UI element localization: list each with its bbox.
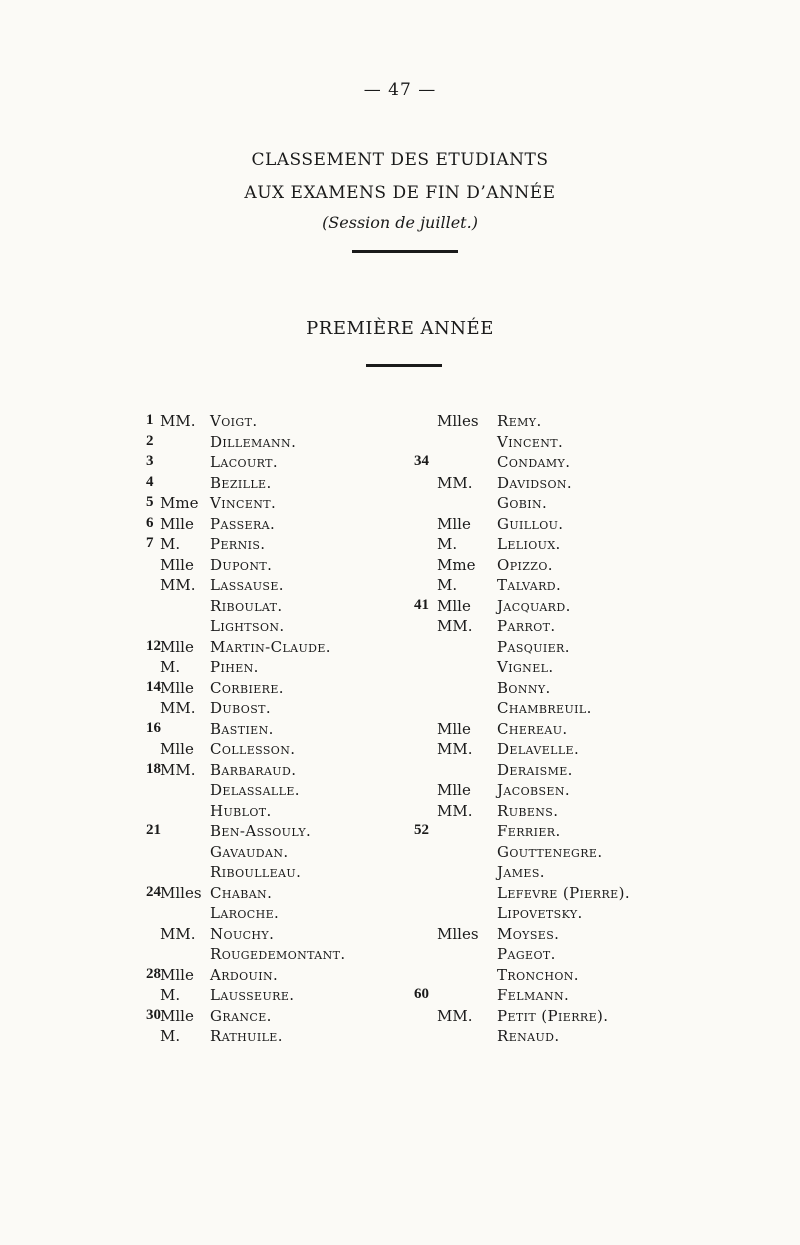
- rank-number: 41: [414, 596, 429, 613]
- ranking-row: [0, 658, 800, 679]
- student-name: Barbaraud.: [210, 760, 297, 779]
- student-name: Gavaudan.: [210, 842, 289, 861]
- ranking-row: [0, 740, 800, 761]
- student-name: Collesson.: [210, 740, 296, 758]
- civil-title: MM.: [437, 801, 473, 820]
- student-name: Delassalle.: [210, 781, 300, 799]
- student-name: Vignel.: [497, 658, 554, 676]
- student-name: Lausseure.: [210, 986, 295, 1004]
- civil-title: Mlles: [160, 883, 202, 902]
- student-name: Deraisme.: [497, 760, 573, 779]
- civil-title: MM.: [437, 740, 473, 758]
- student-name: Remy.: [497, 412, 542, 430]
- student-name: Condamy.: [497, 453, 571, 471]
- ranking-row: [0, 494, 800, 515]
- rank-number: 7: [146, 535, 154, 551]
- rank-number: 30: [146, 1006, 161, 1023]
- student-name: Jacobsen.: [497, 781, 571, 799]
- student-name: Davidson.: [497, 473, 573, 492]
- civil-title: Mme: [437, 555, 476, 574]
- ranking-row: [0, 453, 800, 474]
- student-name: Ben-Assouly.: [210, 822, 312, 840]
- rank-number: 28: [146, 965, 161, 982]
- ranking-row: [0, 433, 800, 454]
- student-name: Chambreuil.: [497, 699, 592, 717]
- student-name: Nouchy.: [210, 924, 275, 943]
- rank-number: 24: [146, 883, 161, 900]
- student-name: Guillou.: [497, 514, 564, 533]
- student-name: Lipovetsky.: [497, 904, 583, 922]
- student-name: Jacquard.: [497, 596, 571, 615]
- rank-number: 5: [146, 494, 154, 510]
- student-name: Riboulleau.: [210, 863, 302, 881]
- student-name: Riboulat.: [210, 596, 283, 615]
- session-subtitle: (Session de juillet.): [322, 213, 478, 232]
- ranking-row: [0, 904, 800, 925]
- student-name: Pernis.: [210, 535, 266, 553]
- civil-title: M.: [160, 1027, 181, 1045]
- student-name: Rougedemontant.: [210, 945, 346, 963]
- student-name: Rubens.: [497, 801, 559, 820]
- civil-title: Mlle: [160, 965, 194, 984]
- civil-title: M.: [160, 986, 181, 1004]
- student-name: Voigt.: [210, 412, 258, 430]
- ranking-row: [0, 535, 800, 556]
- civil-title: Mlle: [160, 740, 194, 758]
- ranking-row: [0, 781, 800, 802]
- ranking-row: [0, 884, 800, 905]
- civil-title: M.: [160, 658, 181, 676]
- student-name: Gouttenegre.: [497, 842, 603, 861]
- heading-line-2: AUX EXAMENS DE FIN D’ANNÉE: [244, 183, 556, 203]
- student-name: Pihen.: [210, 658, 259, 676]
- student-name: Lassause.: [210, 576, 284, 594]
- civil-title: MM.: [437, 473, 473, 492]
- page-number: — 47 —: [363, 80, 437, 100]
- rank-number: 12: [146, 637, 161, 654]
- rank-number: 2: [146, 432, 154, 449]
- student-name: Martin-Claude.: [210, 637, 331, 656]
- student-name: Chaban.: [210, 883, 273, 902]
- student-name: Renaud.: [497, 1027, 560, 1045]
- section-title: PREMIÈRE ANNÉE: [306, 318, 494, 339]
- divider-rule: [366, 364, 442, 367]
- civil-title: Mlle: [160, 637, 194, 656]
- ranking-row: [0, 863, 800, 884]
- student-name: Bonny.: [497, 678, 551, 697]
- rank-number: 1: [146, 412, 154, 428]
- student-name: Vincent.: [210, 494, 277, 512]
- student-name: Gobin.: [497, 494, 548, 512]
- civil-title: Mlle: [437, 719, 471, 738]
- civil-title: MM.: [160, 924, 196, 943]
- civil-title: Mlle: [437, 596, 471, 615]
- civil-title: Mlles: [437, 412, 479, 430]
- civil-title: MM.: [160, 699, 196, 717]
- student-name: Dillemann.: [210, 432, 297, 451]
- civil-title: Mlle: [160, 678, 194, 697]
- ranking-row: [0, 966, 800, 987]
- ranking-row: [0, 412, 800, 433]
- student-name: Tronchon.: [497, 965, 579, 984]
- ranking-row: [0, 822, 800, 843]
- ranking-row: [0, 925, 800, 946]
- student-name: Felmann.: [497, 986, 570, 1004]
- civil-title: M.: [160, 535, 181, 553]
- ranking-row: [0, 617, 800, 638]
- divider-rule: [352, 250, 458, 253]
- civil-title: MM.: [437, 1006, 473, 1025]
- civil-title: Mlle: [437, 781, 471, 799]
- civil-title: Mlle: [437, 514, 471, 533]
- ranking-row: [0, 638, 800, 659]
- student-name: Dubost.: [210, 699, 272, 717]
- civil-title: Mlle: [160, 514, 194, 533]
- student-name: Dupont.: [210, 555, 273, 574]
- student-name: Moyses.: [497, 924, 560, 943]
- rank-number: 52: [414, 822, 429, 838]
- student-name: Grance.: [210, 1006, 272, 1025]
- civil-title: M.: [437, 576, 458, 594]
- student-name: Lefevre (Pierre).: [497, 883, 631, 902]
- civil-title: M.: [437, 535, 458, 553]
- civil-title: MM.: [437, 617, 473, 635]
- student-name: Pageot.: [497, 945, 556, 963]
- student-name: Parrot.: [497, 617, 556, 635]
- civil-title: MM.: [160, 576, 196, 594]
- student-name: Laroche.: [210, 904, 280, 922]
- student-name: Lightson.: [210, 617, 285, 635]
- rank-number: 16: [146, 719, 161, 736]
- student-name: Ferrier.: [497, 822, 561, 840]
- student-name: Lacourt.: [210, 453, 279, 471]
- civil-title: Mlle: [160, 555, 194, 574]
- ranking-row: [0, 597, 800, 618]
- student-name: Bezille.: [210, 473, 272, 492]
- student-name: James.: [497, 863, 545, 881]
- rank-number: 14: [146, 678, 161, 695]
- student-name: Corbiere.: [210, 678, 284, 697]
- rank-number: 18: [146, 760, 161, 777]
- rank-number: 4: [146, 473, 154, 490]
- ranking-row: [0, 576, 800, 597]
- civil-title: Mlle: [160, 1006, 194, 1025]
- ranking-row: [0, 802, 800, 823]
- civil-title: Mme: [160, 494, 199, 512]
- rank-number: 60: [414, 986, 429, 1002]
- rank-number: 6: [146, 514, 154, 531]
- ranking-row: [0, 843, 800, 864]
- ranking-row: [0, 1007, 800, 1028]
- right-ranking-column: [0, 412, 800, 1048]
- rank-number: 34: [414, 453, 429, 469]
- student-name: Vincent.: [497, 432, 564, 451]
- ranking-row: [0, 986, 800, 1007]
- ranking-row: [0, 699, 800, 720]
- student-name: Rathuile.: [210, 1027, 283, 1045]
- civil-title: MM.: [160, 412, 196, 430]
- ranking-row: [0, 556, 800, 577]
- rank-number: 21: [146, 822, 161, 838]
- student-name: Opizzo.: [497, 555, 553, 574]
- student-name: Delavelle.: [497, 740, 580, 758]
- ranking-row: [0, 515, 800, 536]
- ranking-row: [0, 945, 800, 966]
- ranking-row: [0, 474, 800, 495]
- student-name: Chereau.: [497, 719, 568, 738]
- student-name: Pasquier.: [497, 637, 570, 656]
- student-name: Passera.: [210, 514, 276, 533]
- student-name: Hublot.: [210, 801, 272, 820]
- heading-line-1: CLASSEMENT DES ETUDIANTS: [251, 150, 549, 170]
- ranking-row: [0, 720, 800, 741]
- student-name: Ardouin.: [210, 965, 279, 984]
- civil-title: MM.: [160, 760, 196, 779]
- ranking-row: [0, 761, 800, 782]
- student-name: Bastien.: [210, 719, 274, 738]
- student-name: Talvard.: [497, 576, 562, 594]
- student-name: Lelioux.: [497, 535, 561, 553]
- rank-number: 3: [146, 453, 154, 469]
- ranking-row: [0, 1027, 800, 1048]
- ranking-row: [0, 679, 800, 700]
- student-name: Petit (Pierre).: [497, 1006, 609, 1025]
- civil-title: Mlles: [437, 924, 479, 943]
